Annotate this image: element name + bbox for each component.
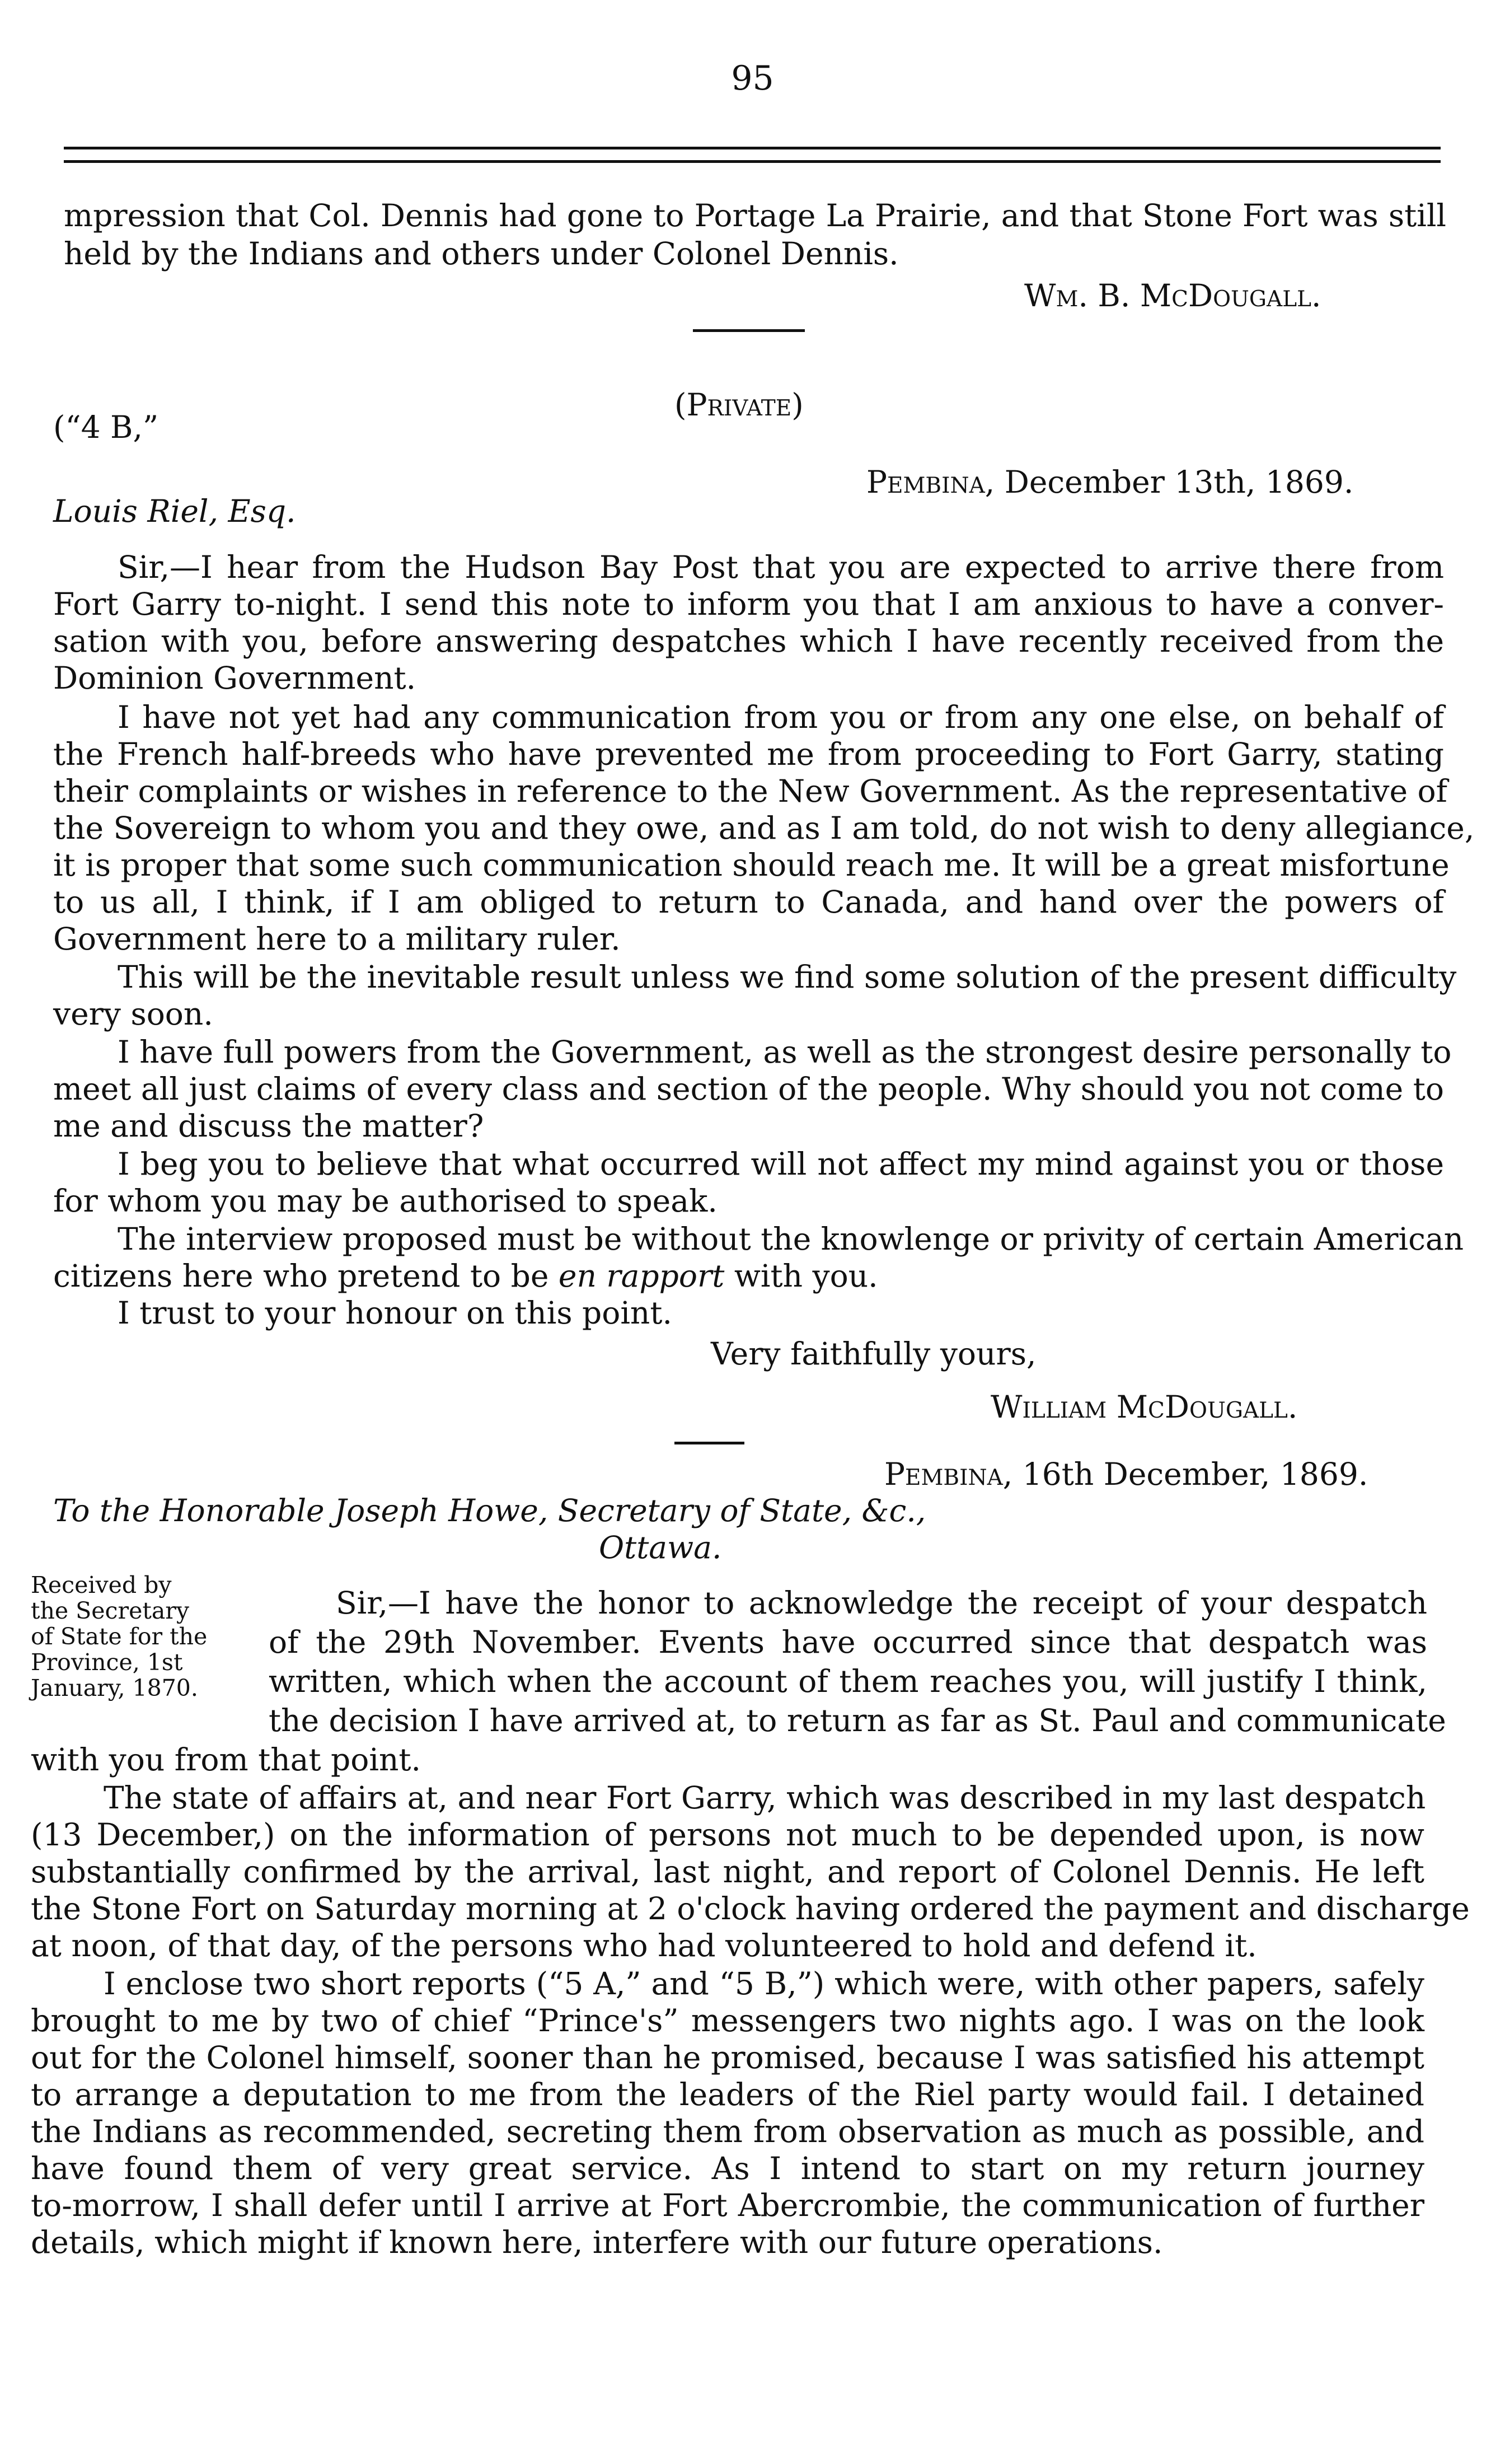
text-line: with you from that point. — [31, 1742, 421, 1778]
signature: William McDougall. — [991, 1389, 1298, 1425]
text-line: written, which when the account of them reaches you, will justify I think, — [269, 1663, 1427, 1699]
margin-note: Received by the Secretary of State for the Province, 1st January, 1870. — [31, 1572, 208, 1701]
page-number: 95 — [731, 59, 774, 98]
text-line: their complaints or wishes in reference to the New Government. As the representative of — [53, 773, 1448, 809]
text-line: meet all just claims of every class and section of the people. Why should you not come to — [53, 1071, 1444, 1107]
text-line: Fort Garry to-night. I send this note to inform you that I am anxious to have a conver- — [53, 586, 1444, 622]
separator-rule — [693, 329, 805, 332]
text-line: (13 December,) on the information of persons not much to be depended upon, is now — [31, 1817, 1424, 1853]
text-line: to-morrow, I shall defer until I arrive at Fort Abercrombie, the communication of further — [31, 2187, 1424, 2223]
text-line: details, which might if known here, interfere with our future operations. — [31, 2224, 1163, 2260]
text-line: out for the Colonel himself, sooner than he promised, because I was satisfied his attempt — [31, 2040, 1424, 2075]
text-line: The state of affairs at, and near Fort Garry, which was described in my last despatch — [104, 1780, 1426, 1816]
letter-dateline: Pembina, December 13th, 1869. — [866, 464, 1354, 500]
text-line: of the 29th November. Events have occurred since that despatch was — [269, 1624, 1427, 1660]
text-line: for whom you may be authorised to speak. — [53, 1183, 718, 1219]
text-line: it is proper that some such communication should reach me. It will be a great misfortune — [53, 847, 1450, 883]
separator-rule — [674, 1442, 744, 1444]
text-line: Sir,—I hear from the Hudson Bay Post that you are expected to arrive there from — [118, 549, 1444, 585]
addressee-city: Ottawa. — [599, 1530, 722, 1565]
addressee: To the Honorable Joseph Howe, Secretary of State, &c., — [53, 1493, 926, 1528]
text-line: Dominion Government. — [53, 660, 416, 696]
text-line: I have full powers from the Government, as well as the strongest desire personally to — [118, 1034, 1452, 1070]
text-line: brought to me by two of chief “Prince's” messengers two nights ago. I was on the look — [31, 2003, 1424, 2038]
text-line: Government here to a military ruler. — [53, 921, 621, 957]
header-rule-bottom — [64, 160, 1441, 163]
text-line: substantially confirmed by the arrival, last night, and report of Colonel Dennis. He left — [31, 1854, 1424, 1890]
text-line: held by the Indians and others under Colonel Dennis. — [64, 236, 899, 272]
text-line: have found them of very great service. As I intend to start on my return journey — [31, 2150, 1424, 2186]
text-line: the Indians as recommended, secreting them from observation as much as possible, and — [31, 2114, 1424, 2149]
addressee: Louis Riel, Esq. — [53, 493, 296, 529]
text-line: very soon. — [53, 996, 213, 1032]
text-line: Sir,—I have the honor to acknowledge the receipt of your despatch — [336, 1585, 1427, 1621]
reference-mark: (“4 B,” — [53, 409, 159, 445]
text-line: I enclose two short reports (“5 A,” and “5 B,”) which were, with other papers, safely — [104, 1966, 1424, 2002]
text-line: the Sovereign to whom you and they owe, and as I am told, do not wish to deny allegiance, — [53, 810, 1475, 846]
private-heading: (Private) — [674, 387, 804, 423]
text-line: I beg you to believe that what occurred will not affect my mind against you or those — [118, 1146, 1444, 1182]
text-line: to arrange a deputation to me from the leaders of the Riel party would fail. I detained — [31, 2077, 1424, 2112]
text-line: the Stone Fort on Saturday morning at 2 o'clock having ordered the payment and discharge — [31, 1891, 1470, 1927]
text-line: sation with you, before answering despatches which I have recently received from the — [53, 623, 1444, 659]
text-line: I trust to your honour on this point. — [118, 1295, 672, 1331]
text-line: citizens here who pretend to be en rapport with you. — [53, 1258, 878, 1294]
text-line: at noon, of that day, of the persons who had volunteered to hold and defend it. — [31, 1928, 1257, 1963]
text-line: The interview proposed must be without the knowlenge or privity of certain American — [118, 1221, 1464, 1257]
text-line: me and discuss the matter? — [53, 1108, 484, 1144]
text-line: to us all, I think, if I am obliged to return to Canada, and hand over the powers of — [53, 884, 1444, 920]
signature: Wm. B. McDougall. — [1024, 278, 1321, 314]
letter-dateline: Pembina, 16th December, 1869. — [884, 1456, 1368, 1492]
closing: Very faithfully yours, — [711, 1336, 1037, 1372]
text-line: mpression that Col. Dennis had gone to Portage La Prairie, and that Stone Fort was still — [64, 198, 1446, 233]
text-line: I have not yet had any communication from you or from any one else, on behalf of — [118, 699, 1444, 735]
text-line: the French half-breeds who have prevented me from proceeding to Fort Garry, stating — [53, 736, 1444, 772]
header-rule-top — [64, 147, 1441, 149]
text-line: the decision I have arrived at, to return as far as St. Paul and communicate — [269, 1703, 1446, 1738]
text-line: This will be the inevitable result unless we find some solution of the present difficulty — [118, 959, 1457, 995]
